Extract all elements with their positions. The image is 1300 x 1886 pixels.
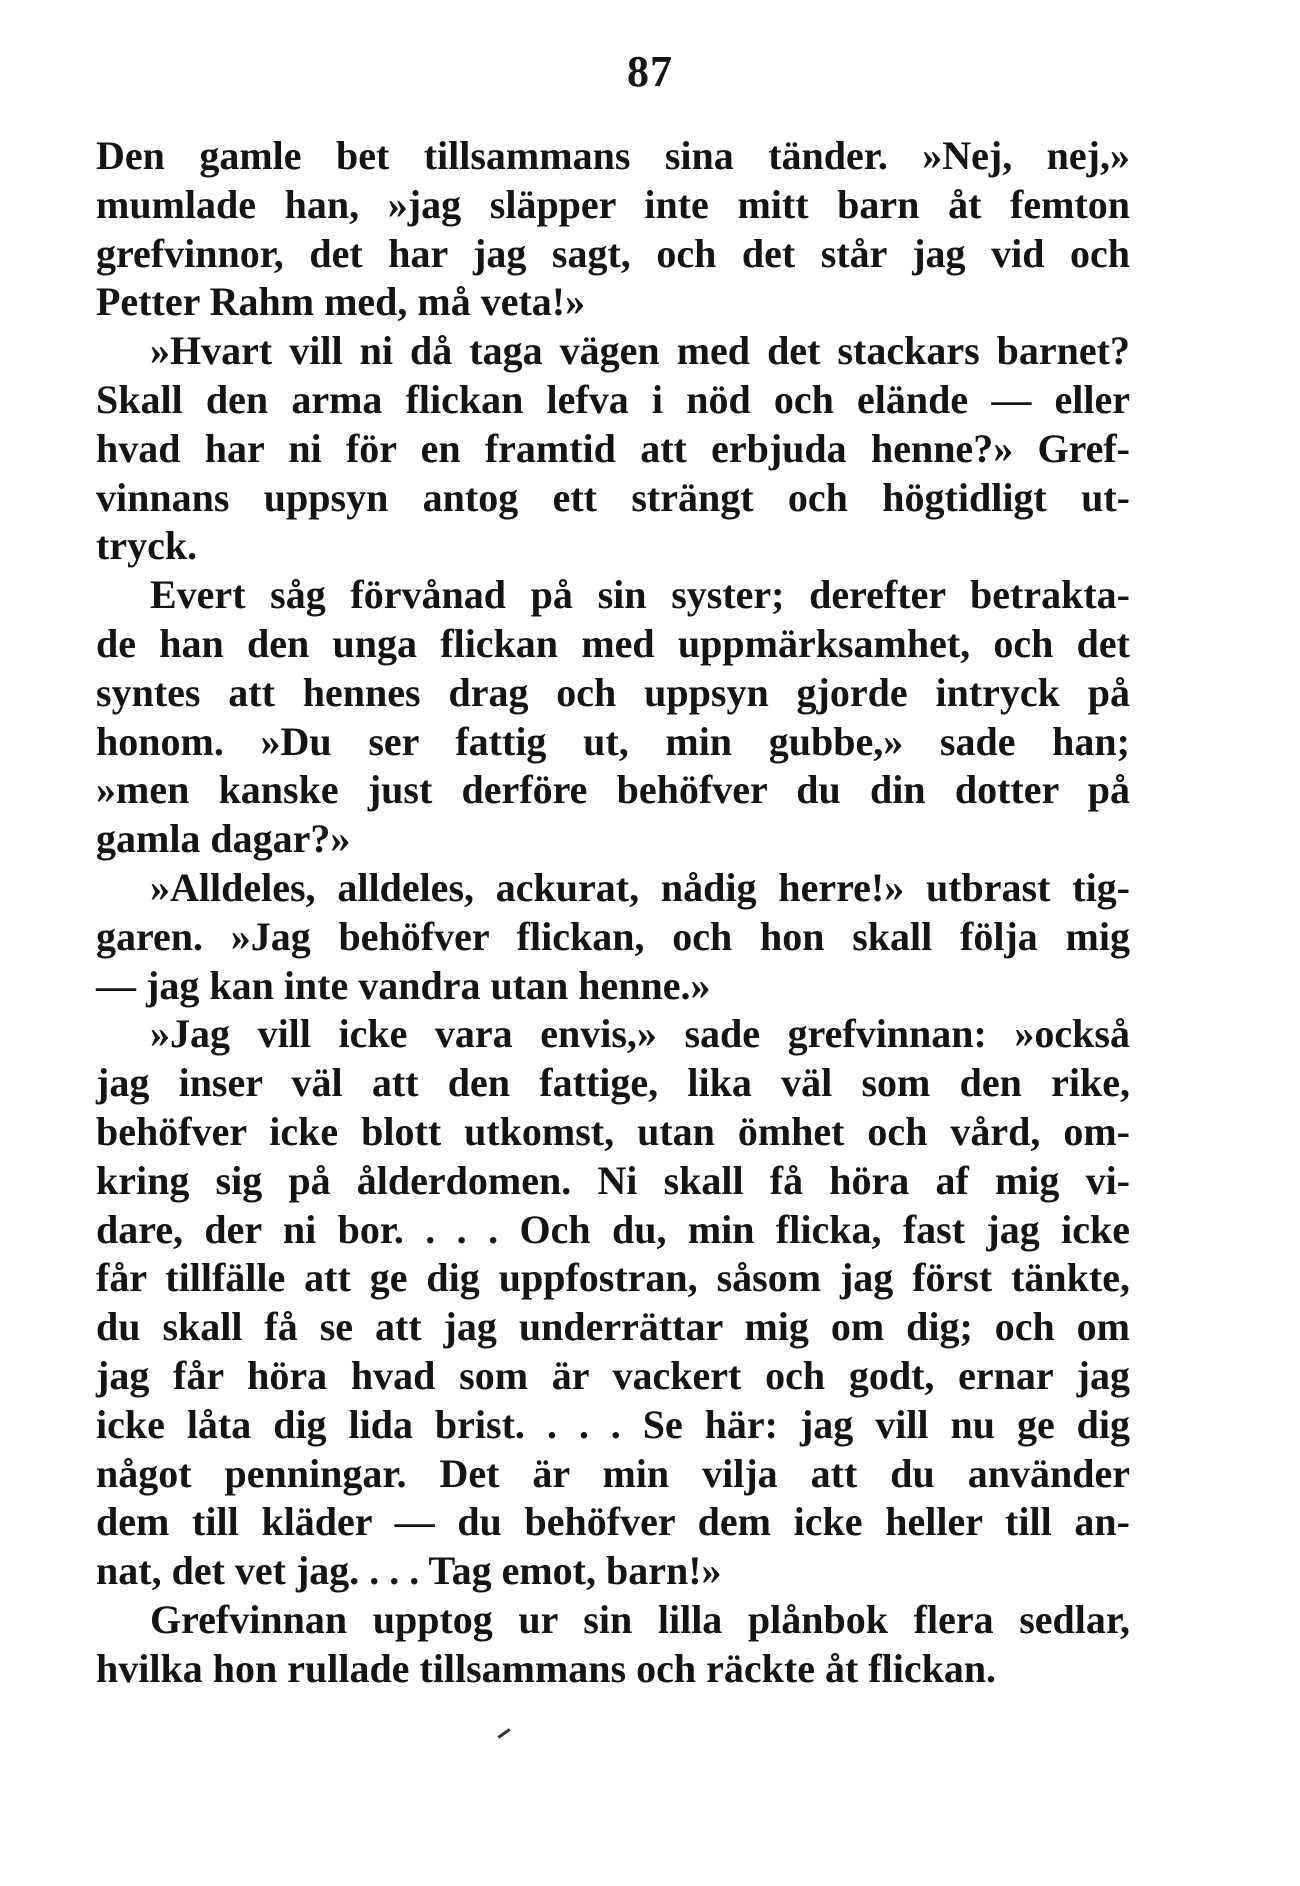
text-line: jag inser väl att den fattige, lika väl som den rike,	[96, 1060, 1130, 1106]
text-line: dare, der ni bor. . . . Och du, min flicka, fast jag icke	[96, 1206, 1130, 1252]
text-line: kring sig på ålderdomen. Ni skall få höra af mig vi-	[96, 1157, 1130, 1203]
text-line: syntes att hennes drag och uppsyn gjorde intryck på	[96, 669, 1130, 715]
text-line: honom. »Du ser fattig ut, min gubbe,» sade han;	[96, 718, 1130, 764]
text-line: mumlade han, »jag släpper inte mitt barn åt femton	[96, 181, 1130, 227]
text-line: icke låta dig lida brist. . . . Se här: jag vill nu ge dig	[96, 1401, 1130, 1447]
text-line: tryck.	[96, 523, 198, 569]
text-line: Skall den arma flickan lefva i nöd och elände — eller	[96, 376, 1130, 422]
text-line: Petter Rahm med, må veta!»	[96, 279, 586, 325]
text-line: Grefvinnan upptog ur sin lilla plånbok flera sedlar,	[150, 1596, 1130, 1642]
text-line: Den gamle bet tillsammans sina tänder. »Nej, nej,»	[96, 133, 1130, 178]
text-line: »Alldeles, alldeles, ackurat, nådig herre!» utbrast tig-	[150, 864, 1130, 910]
text-line: »men kanske just derföre behöfver du din dotter på	[96, 767, 1130, 813]
text-line: grefvinnor, det har jag sagt, och det står jag vid och	[96, 230, 1130, 276]
text-line: Evert såg förvånad på sin syster; derefter betrakta-	[150, 572, 1130, 618]
ink-mark	[497, 1728, 510, 1738]
text-line: garen. »Jag behöfver flickan, och hon skall följa mig	[96, 913, 1130, 959]
body-text	[96, 132, 1130, 1694]
text-line: hvilka hon rullade tillsammans och räckte åt flickan.	[96, 1645, 997, 1691]
page-number: 87	[627, 47, 673, 96]
text-line: hvad har ni för en framtid att erbjuda henne?» Gref-	[96, 425, 1130, 471]
text-line: »Jag vill icke vara envis,» sade grefvinnan: »också	[150, 1011, 1130, 1057]
text-line: du skall få se att jag underrättar mig om dig; och om	[96, 1304, 1130, 1350]
text-line: »Hvart vill ni då taga vägen med det stackars barnet?	[150, 328, 1130, 374]
text-line: behöfver icke blott utkomst, utan ömhet och vård, om-	[96, 1108, 1130, 1154]
text-line: nat, det vet jag. . . . Tag emot, barn!»	[96, 1548, 722, 1594]
text-line: — jag kan inte vandra utan henne.»	[96, 962, 711, 1008]
text-line: de han den unga flickan med uppmärksamhet, och det	[96, 620, 1130, 666]
text-line: något penningar. Det är min vilja att du använder	[96, 1450, 1130, 1496]
text-line: dem till kläder — du behöfver dem icke heller till an-	[96, 1499, 1130, 1545]
text-line: vinnans uppsyn antog ett strängt och högtidligt ut-	[96, 474, 1130, 520]
text-line: gamla dagar?»	[96, 816, 351, 862]
text-line: får tillfälle att ge dig uppfostran, såsom jag först tänkte,	[96, 1255, 1130, 1301]
text-line: jag får höra hvad som är vackert och godt, ernar jag	[96, 1352, 1130, 1398]
